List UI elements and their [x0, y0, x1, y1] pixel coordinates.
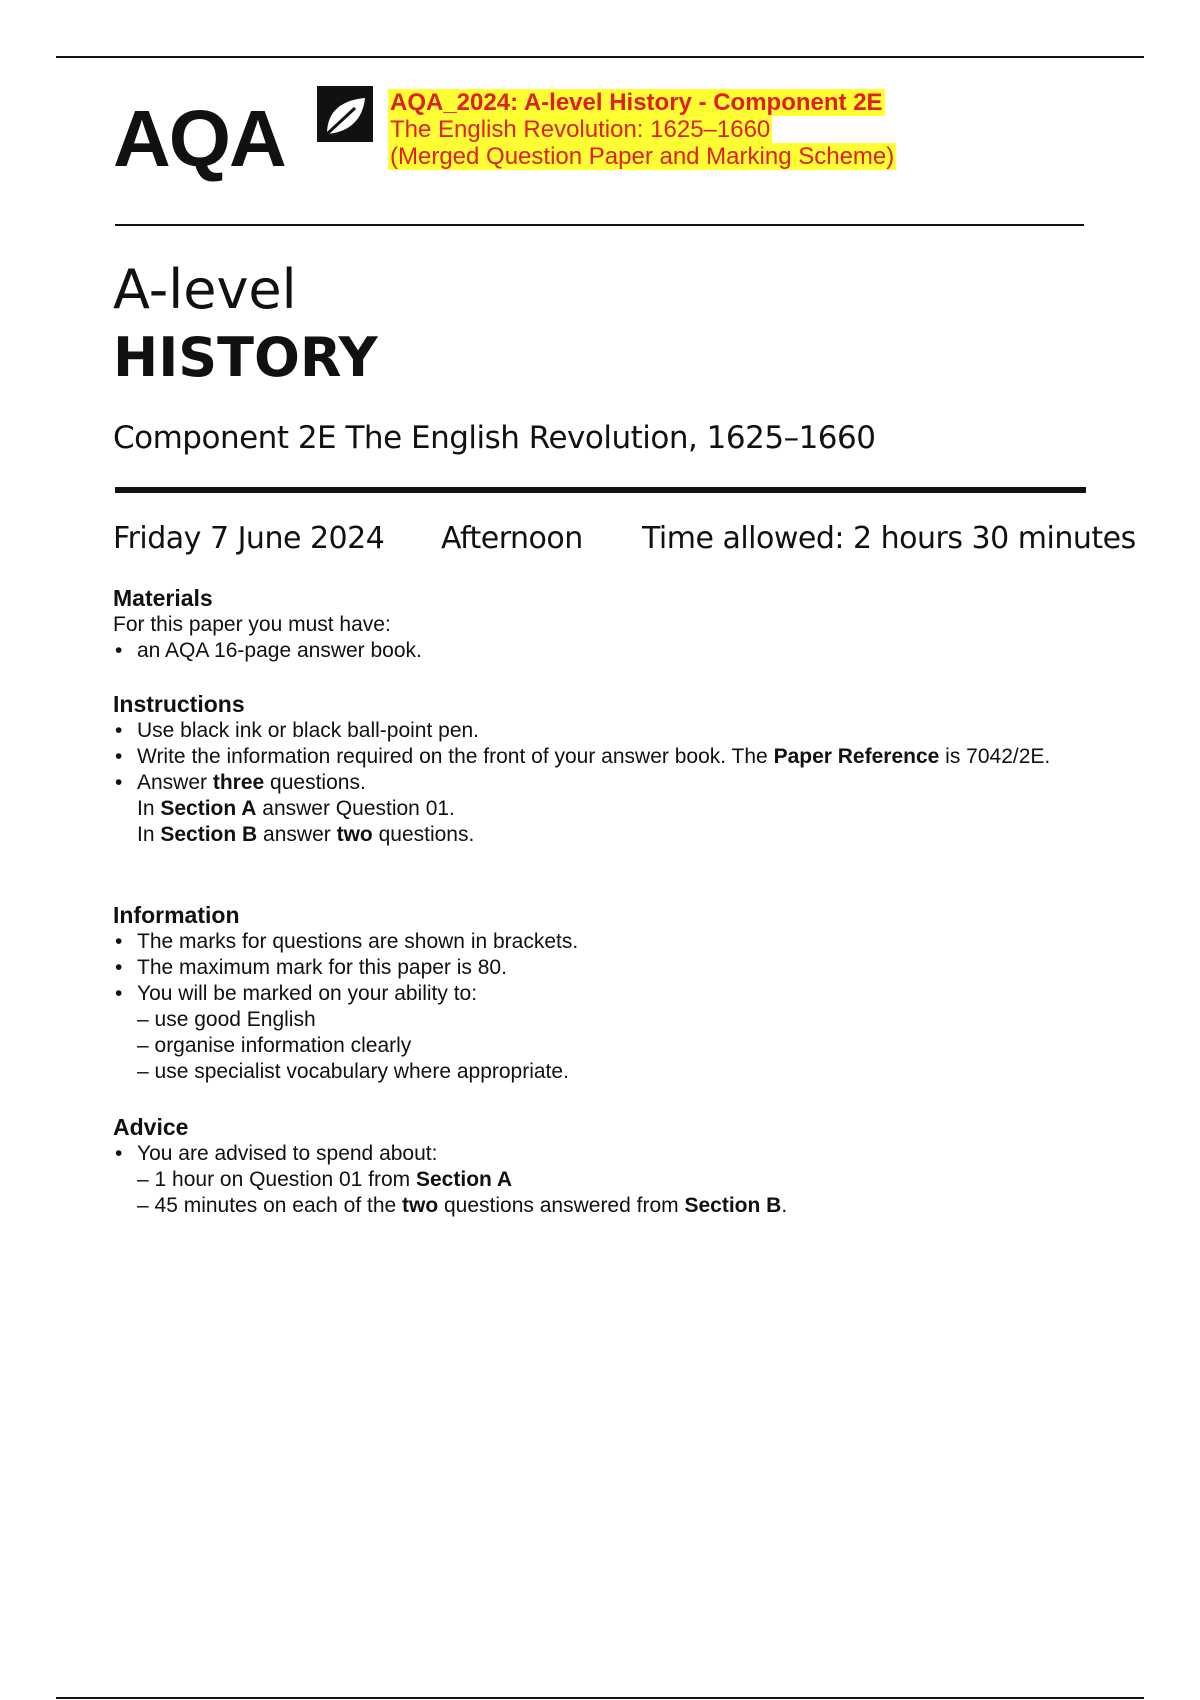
- emphasis: Paper Reference: [773, 745, 940, 768]
- list-subitem: [113, 822, 1093, 848]
- list-item: [113, 770, 1093, 796]
- emphasis: two: [336, 823, 373, 846]
- advice-section: [113, 1113, 1093, 1219]
- instructions-list: [113, 718, 1093, 848]
- list-subitem: – use specialist vocabulary where appropriate.: [137, 1060, 569, 1083]
- emphasis: Section A: [160, 797, 257, 820]
- text: – 45 minutes on each of the: [137, 1194, 403, 1217]
- list-item: • You will be marked on your ability to:: [113, 981, 1093, 1007]
- text: Write the information required on the front of your answer book. The: [137, 745, 774, 768]
- list-subitem: – organise information clearly: [137, 1034, 412, 1057]
- advice-heading: Advice: [113, 1114, 189, 1140]
- text: In: [137, 823, 161, 846]
- qualification-level: A-level: [113, 258, 297, 321]
- document-banner: [388, 89, 896, 170]
- emphasis: two: [402, 1194, 439, 1217]
- banner-subtitle: The English Revolution: 1625–1660: [390, 116, 771, 143]
- text: answer Question 01.: [256, 797, 455, 820]
- instructions-section: [113, 690, 1093, 848]
- materials-list: [113, 638, 1093, 664]
- instructions-heading: Instructions: [113, 691, 245, 717]
- text: Answer: [137, 771, 213, 794]
- emphasis: Section B: [160, 823, 258, 846]
- list-subitem: [113, 1193, 1093, 1219]
- emphasis: three: [212, 771, 265, 794]
- advice-list: [113, 1141, 1093, 1219]
- component-title: Component 2E The English Revolution, 1625–1660: [113, 420, 876, 456]
- text: .: [781, 1194, 788, 1217]
- list-item: [113, 744, 1093, 770]
- information-section: [113, 901, 1093, 1085]
- header-divider: [115, 224, 1084, 226]
- list-item: • The marks for questions are shown in brackets.: [113, 929, 1093, 955]
- aqa-logo: [113, 86, 375, 184]
- information-heading: Information: [113, 902, 240, 928]
- top-rule: [56, 56, 1144, 58]
- materials-section: [113, 584, 1093, 664]
- list-item: • Use black ink or black ball-point pen.: [113, 718, 1093, 744]
- logo-text: AQA: [113, 94, 285, 183]
- banner-note: (Merged Question Paper and Marking Scheme): [390, 143, 895, 170]
- list-subitem: [113, 796, 1093, 822]
- subject-title: HISTORY: [113, 326, 378, 389]
- text: questions.: [264, 771, 366, 794]
- text: In: [137, 797, 161, 820]
- text: is 7042/2E.: [939, 745, 1051, 768]
- list-item: • You are advised to spend about:: [113, 1141, 1093, 1167]
- emphasis: Section B: [684, 1194, 782, 1217]
- time-allowed: Time allowed: 2 hours 30 minutes: [642, 521, 1136, 556]
- text: questions answered from: [438, 1194, 685, 1217]
- list-item: • an AQA 16-page answer book.: [113, 638, 1093, 664]
- materials-heading: Materials: [113, 585, 213, 611]
- exam-date: Friday 7 June 2024: [113, 521, 385, 556]
- materials-intro: For this paper you must have:: [113, 613, 391, 636]
- list-subitem: [113, 1167, 1093, 1193]
- exam-session: Afternoon: [441, 521, 583, 556]
- emphasis: Section A: [416, 1168, 513, 1191]
- text: answer: [257, 823, 337, 846]
- list-item: • The maximum mark for this paper is 80.: [113, 955, 1093, 981]
- banner-title: AQA_2024: A-level History - Component 2E: [390, 89, 883, 116]
- text: questions.: [372, 823, 475, 846]
- aqa-leaf-logo-icon: [317, 86, 373, 142]
- bottom-rule: [56, 1697, 1144, 1699]
- list-subitem: – use good English: [137, 1008, 316, 1031]
- text: – 1 hour on Question 01 from: [137, 1168, 416, 1191]
- information-list: [113, 929, 1093, 1085]
- title-divider: [115, 487, 1086, 493]
